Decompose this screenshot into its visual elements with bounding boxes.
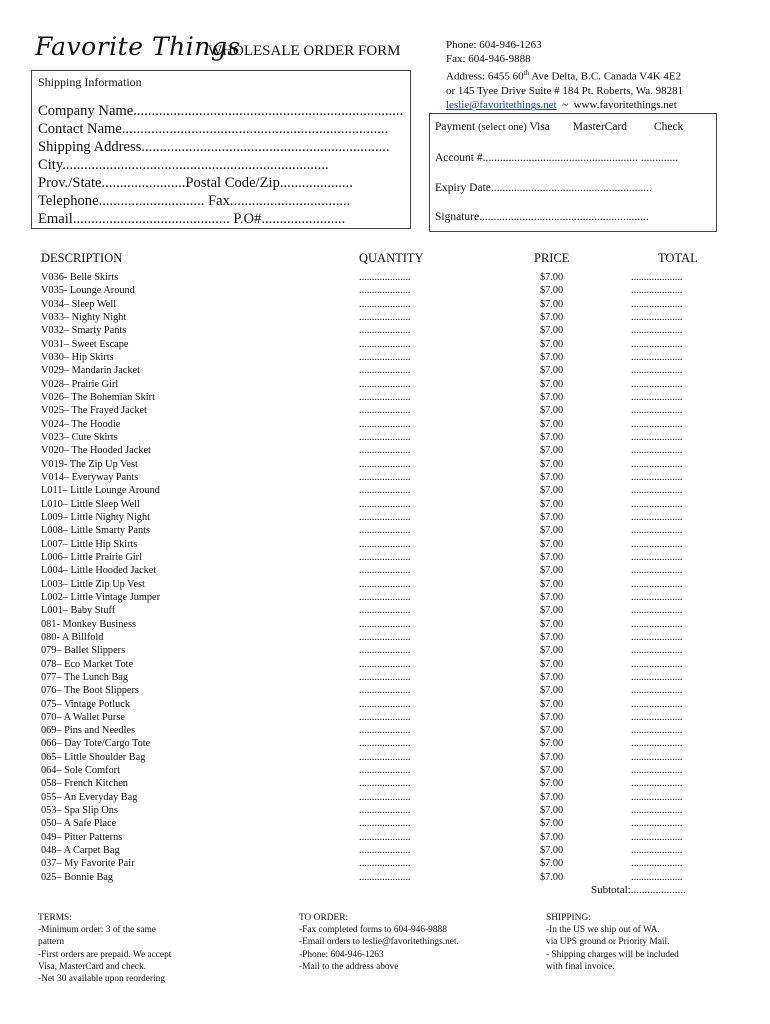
item-price: $7.00 bbox=[540, 551, 564, 563]
payment-select-hint: (select one) bbox=[478, 122, 527, 133]
item-price: $7.00 bbox=[540, 871, 564, 883]
total-field[interactable]: .................... bbox=[631, 738, 683, 750]
item-price: $7.00 bbox=[540, 631, 564, 643]
item-description: 078– Eco Market Tote bbox=[41, 658, 134, 670]
quantity-field[interactable]: .................... bbox=[359, 805, 411, 817]
item-description: 064– Sole Comfort bbox=[41, 765, 120, 777]
total-field[interactable]: .................... bbox=[631, 605, 683, 617]
col-header-total: TOTAL bbox=[658, 251, 698, 265]
quantity-field[interactable]: .................... bbox=[359, 738, 411, 750]
quantity-field[interactable]: .................... bbox=[359, 698, 411, 710]
total-field[interactable]: .................... bbox=[631, 685, 683, 697]
item-description: L004– Little Hooded Jacket bbox=[41, 565, 157, 577]
item-description: 065– Little Shoulder Bag bbox=[41, 751, 146, 763]
item-price: $7.00 bbox=[540, 778, 564, 790]
item-description: 053– Spa Slip Ons bbox=[41, 805, 118, 817]
total-field[interactable]: .................... bbox=[631, 458, 683, 470]
item-price: $7.00 bbox=[540, 405, 564, 417]
quantity-field[interactable]: .................... bbox=[359, 671, 411, 683]
item-price: $7.00 bbox=[540, 525, 564, 537]
subtotal-row bbox=[591, 884, 686, 896]
total-field[interactable]: .................... bbox=[631, 805, 683, 817]
to-order-section bbox=[299, 912, 459, 973]
shipping-terms-line: -In the US we ship out of WA. bbox=[546, 925, 660, 936]
col-header-description: DESCRIPTION bbox=[41, 251, 123, 265]
total-field[interactable]: .................... bbox=[631, 325, 683, 337]
total-field[interactable]: .................... bbox=[631, 631, 683, 643]
prov-state-postal-field[interactable]: Prov./State.......................Postal Code/Zip.................... bbox=[38, 175, 353, 191]
item-price: $7.00 bbox=[540, 671, 564, 683]
quantity-field[interactable]: .................... bbox=[359, 298, 411, 310]
item-price: $7.00 bbox=[540, 831, 564, 843]
item-price: $7.00 bbox=[540, 858, 564, 870]
item-price: $7.00 bbox=[540, 445, 564, 457]
total-field[interactable]: .................... bbox=[631, 818, 683, 830]
shipping-fields bbox=[38, 102, 403, 228]
quantity-field[interactable]: .................... bbox=[359, 311, 411, 323]
item-description: L010– Little Sleep Well bbox=[41, 498, 140, 510]
contact-block bbox=[446, 38, 683, 113]
item-price: $7.00 bbox=[540, 591, 564, 603]
brand-logo: Favorite Things bbox=[35, 32, 241, 61]
shipping-address-field[interactable]: Shipping Address.................................................................... bbox=[38, 139, 390, 155]
total-field[interactable]: .................... bbox=[631, 351, 683, 363]
quantity-field[interactable]: .................... bbox=[359, 445, 411, 457]
quantity-field[interactable]: .................... bbox=[359, 338, 411, 350]
total-field[interactable]: .................... bbox=[631, 311, 683, 323]
quantity-field[interactable]: .................... bbox=[359, 471, 411, 483]
total-field[interactable]: .................... bbox=[631, 751, 683, 763]
quantity-field[interactable]: .................... bbox=[359, 498, 411, 510]
total-field[interactable]: .................... bbox=[631, 591, 683, 603]
total-field[interactable]: .................... bbox=[631, 778, 683, 790]
website-text: www.favoritethings.net bbox=[573, 99, 677, 112]
quantity-field[interactable]: .................... bbox=[359, 778, 411, 790]
total-field[interactable]: .................... bbox=[631, 858, 683, 870]
total-field[interactable]: .................... bbox=[631, 391, 683, 403]
signature-field[interactable]: Signature........................................................... bbox=[435, 211, 649, 223]
item-description: 049– Pitter Patterns bbox=[41, 831, 123, 843]
telephone-fax-field[interactable]: Telephone............................. Fax................................. bbox=[38, 193, 351, 209]
quantity-field[interactable]: .................... bbox=[359, 325, 411, 337]
item-description: L003– Little Zip Up Vest bbox=[41, 578, 145, 590]
item-price: $7.00 bbox=[540, 565, 564, 577]
to-order-line: -Email orders to leslie@favoritethings.net. bbox=[299, 937, 459, 948]
item-description: L002– Little Vintage Jumper bbox=[41, 591, 161, 603]
company-name-field[interactable]: Company Name.......................................................................... bbox=[38, 103, 404, 119]
item-price: $7.00 bbox=[540, 298, 564, 310]
to-order-line: -Mail to the address above bbox=[299, 961, 399, 972]
terms-line: -Minimum order: 3 of the same bbox=[38, 925, 156, 936]
item-description: V030– Hip Skirts bbox=[41, 351, 114, 363]
item-description: L001– Baby Stuff bbox=[41, 605, 116, 617]
quantity-field[interactable]: .................... bbox=[359, 578, 411, 590]
item-price: $7.00 bbox=[540, 498, 564, 510]
quantity-field[interactable]: .................... bbox=[359, 818, 411, 830]
total-field[interactable]: .................... bbox=[631, 671, 683, 683]
total-field[interactable]: .................... bbox=[631, 618, 683, 630]
item-price: $7.00 bbox=[540, 818, 564, 830]
total-field[interactable]: .................... bbox=[631, 525, 683, 537]
item-price: $7.00 bbox=[540, 511, 564, 523]
item-description: 076– The Boot Slippers bbox=[41, 685, 139, 697]
quantity-field[interactable]: .................... bbox=[359, 431, 411, 443]
item-price: $7.00 bbox=[540, 338, 564, 350]
item-price: $7.00 bbox=[540, 351, 564, 363]
form-title: WHOLESALE ORDER FORM bbox=[208, 43, 401, 59]
item-description: 077– The Lunch Bag bbox=[41, 671, 129, 683]
item-description: 058– French Kitchen bbox=[41, 778, 128, 790]
terms-line: pattern bbox=[38, 937, 65, 948]
total-field[interactable]: .................... bbox=[631, 405, 683, 417]
quantity-field[interactable]: .................... bbox=[359, 551, 411, 563]
item-description: 080- A Billfold bbox=[41, 631, 104, 643]
total-field[interactable]: .................... bbox=[631, 272, 683, 283]
item-description: 050– A Safe Place bbox=[41, 818, 117, 830]
item-price: $7.00 bbox=[540, 285, 564, 297]
item-description: V035- Lounge Around bbox=[41, 285, 135, 297]
total-field[interactable]: .................... bbox=[631, 871, 683, 883]
quantity-field[interactable]: .................... bbox=[359, 725, 411, 737]
item-price: $7.00 bbox=[540, 685, 564, 697]
item-description: V014– Everyway Pants bbox=[41, 471, 139, 483]
shipping-terms-heading: SHIPPING: bbox=[546, 913, 591, 923]
contact-address-2: or 145 Tyee Drive Suite # 184 Pt. Roberts, Wa. 98281 bbox=[446, 85, 684, 98]
total-field[interactable]: .................... bbox=[631, 831, 683, 843]
item-price: $7.00 bbox=[540, 578, 564, 590]
quantity-field[interactable]: .................... bbox=[359, 658, 411, 670]
item-description: 048– A Carpet Bag bbox=[41, 845, 120, 857]
item-description: 037– My Favorite Pair bbox=[41, 858, 135, 870]
item-description: V019- The Zip Up Vest bbox=[41, 458, 138, 470]
expiry-date-field[interactable]: Expiry Date........................................................ bbox=[435, 182, 652, 194]
email-po-field[interactable]: Email........................................... P.O#....................... bbox=[38, 211, 346, 227]
item-price: $7.00 bbox=[540, 605, 564, 617]
item-description: L008– Little Smarty Pants bbox=[41, 525, 150, 537]
terms-line: -Net 30 available upon reordering bbox=[38, 974, 166, 985]
item-description: V029– Mandarin Jacket bbox=[41, 365, 140, 377]
total-field[interactable]: .................... bbox=[631, 298, 683, 310]
item-description: V032– Smarty Pants bbox=[41, 325, 127, 337]
total-field[interactable]: .................... bbox=[631, 485, 683, 497]
item-price: $7.00 bbox=[540, 365, 564, 377]
item-description: L009– Little Nighty Night bbox=[41, 511, 150, 523]
item-price: $7.00 bbox=[540, 805, 564, 817]
item-description: 055– An Everyday Bag bbox=[41, 791, 138, 803]
quantity-field[interactable]: .................... bbox=[359, 871, 411, 883]
payment-option-visa[interactable]: Visa bbox=[529, 121, 550, 133]
total-field[interactable]: .................... bbox=[631, 658, 683, 670]
to-order-heading: TO ORDER: bbox=[299, 913, 349, 923]
payment-option-check[interactable]: Check bbox=[653, 121, 684, 133]
item-description: V033– Nighty Night bbox=[41, 311, 127, 323]
city-field[interactable]: City......................................................................... bbox=[38, 157, 329, 173]
item-description: V020– The Hooded Jacket bbox=[41, 445, 151, 457]
item-price: $7.00 bbox=[540, 698, 564, 710]
quantity-field[interactable]: .................... bbox=[359, 272, 411, 283]
total-field[interactable]: .................... bbox=[631, 431, 683, 443]
total-field[interactable]: .................... bbox=[631, 285, 683, 297]
total-field[interactable]: .................... bbox=[631, 845, 683, 857]
item-price: $7.00 bbox=[540, 378, 564, 390]
quantity-field[interactable]: .................... bbox=[359, 525, 411, 537]
quantity-field[interactable]: .................... bbox=[359, 845, 411, 857]
account-number-field[interactable]: Account #...................................................... ............. bbox=[435, 152, 679, 164]
item-description: V023– Cute Skirts bbox=[41, 431, 118, 443]
address-prefix: Address: 6455 60 bbox=[446, 71, 524, 84]
item-price: $7.00 bbox=[540, 391, 564, 403]
subtotal-label: Subtotal: bbox=[591, 884, 631, 896]
terms-heading: TERMS: bbox=[38, 913, 72, 923]
quantity-field[interactable]: .................... bbox=[359, 511, 411, 523]
contact-name-field[interactable]: Contact Name......................................................................... bbox=[38, 121, 389, 137]
shipping-terms-line: with final invoice. bbox=[546, 961, 615, 972]
item-description: V024– The Hoodie bbox=[41, 418, 121, 430]
total-field[interactable]: .................... bbox=[631, 365, 683, 377]
total-field[interactable]: .................... bbox=[631, 645, 683, 657]
shipping-info-box bbox=[31, 70, 411, 229]
quantity-field[interactable]: .................... bbox=[359, 751, 411, 763]
shipping-terms-line: - Shipping charges will be included bbox=[546, 949, 679, 960]
item-price: $7.00 bbox=[540, 471, 564, 483]
quantity-field[interactable]: .................... bbox=[359, 391, 411, 403]
item-description: V026– The Bohemian Skirt bbox=[41, 391, 155, 403]
item-price: $7.00 bbox=[540, 738, 564, 750]
item-price: $7.00 bbox=[540, 431, 564, 443]
shipping-terms-section bbox=[546, 912, 679, 973]
item-description: 070– A Wallet Purse bbox=[41, 711, 125, 723]
quantity-field[interactable]: .................... bbox=[359, 605, 411, 617]
item-price: $7.00 bbox=[540, 272, 564, 283]
item-description: L006– Little Prairie Girl bbox=[41, 551, 142, 563]
item-price: $7.00 bbox=[540, 485, 564, 497]
address-superscript: th bbox=[523, 69, 530, 78]
total-field[interactable]: .................... bbox=[631, 711, 683, 723]
total-field[interactable]: .................... bbox=[631, 698, 683, 710]
item-description: 081- Monkey Business bbox=[41, 618, 136, 630]
item-price: $7.00 bbox=[540, 751, 564, 763]
quantity-field[interactable]: .................... bbox=[359, 618, 411, 630]
item-price: $7.00 bbox=[540, 538, 564, 550]
email-link[interactable]: leslie@favoritethings.net bbox=[446, 99, 557, 112]
total-field[interactable]: .................... bbox=[631, 378, 683, 390]
item-price: $7.00 bbox=[540, 618, 564, 630]
quantity-field[interactable]: .................... bbox=[359, 765, 411, 777]
total-field[interactable]: .................... bbox=[631, 471, 683, 483]
payment-options-row bbox=[435, 121, 683, 133]
item-price: $7.00 bbox=[540, 765, 564, 777]
quantity-field[interactable]: .................... bbox=[359, 685, 411, 697]
item-description: 079– Ballet Slippers bbox=[41, 645, 126, 657]
contact-web-line bbox=[446, 98, 683, 112]
quantity-field[interactable]: .................... bbox=[359, 458, 411, 470]
terms-line: Visa, MasterCard and check. bbox=[38, 961, 146, 972]
total-field[interactable]: .................... bbox=[631, 418, 683, 430]
item-description: V028– Prairie Girl bbox=[41, 378, 119, 390]
total-field[interactable]: .................... bbox=[631, 565, 683, 577]
col-header-quantity: QUANTITY bbox=[359, 251, 424, 265]
total-field[interactable]: .................... bbox=[631, 765, 683, 777]
item-description: V036- Belle Skirts bbox=[41, 272, 119, 283]
total-field[interactable]: .................... bbox=[631, 338, 683, 350]
item-price: $7.00 bbox=[540, 658, 564, 670]
terms-section bbox=[38, 912, 171, 985]
item-description: 069– Pins and Needles bbox=[41, 725, 136, 737]
quantity-field[interactable]: .................... bbox=[359, 365, 411, 377]
item-price: $7.00 bbox=[540, 418, 564, 430]
item-price: $7.00 bbox=[540, 791, 564, 803]
quantity-field[interactable]: .................... bbox=[359, 831, 411, 843]
item-description: 025– Bonnie Bag bbox=[41, 871, 114, 883]
item-description: V025– The Frayed Jacket bbox=[41, 405, 147, 417]
quantity-field[interactable]: .................... bbox=[359, 378, 411, 390]
quantity-field[interactable]: .................... bbox=[359, 285, 411, 297]
contact-fax: Fax: 604-946-9888 bbox=[446, 53, 531, 66]
item-price: $7.00 bbox=[540, 725, 564, 737]
payment-box bbox=[429, 113, 717, 232]
total-field[interactable]: .................... bbox=[631, 725, 683, 737]
quantity-field[interactable]: .................... bbox=[359, 485, 411, 497]
to-order-line: -Fax completed forms to 604-946-9888 bbox=[299, 925, 447, 936]
shipping-terms-line: via UPS ground or Priority Mail. bbox=[546, 937, 670, 948]
quantity-field[interactable]: .................... bbox=[359, 711, 411, 723]
quantity-field[interactable]: .................... bbox=[359, 538, 411, 550]
total-field[interactable]: .................... bbox=[631, 538, 683, 550]
item-description: V034– Sleep Well bbox=[41, 298, 117, 310]
item-price: $7.00 bbox=[540, 458, 564, 470]
to-order-line: -Phone: 604-946-1263 bbox=[299, 949, 384, 960]
item-description: 066– Day Tote/Cargo Tote bbox=[41, 738, 151, 750]
item-description: V031– Sweet Escape bbox=[41, 338, 129, 350]
item-price: $7.00 bbox=[540, 645, 564, 657]
shipping-info-title: Shipping Information bbox=[38, 75, 142, 89]
quantity-field[interactable]: .................... bbox=[359, 591, 411, 603]
item-description: L007– Little Hip Skirts bbox=[41, 538, 138, 550]
terms-line: -First orders are prepaid. We accept bbox=[38, 949, 172, 960]
total-field[interactable]: .................... bbox=[631, 551, 683, 563]
total-field[interactable]: .................... bbox=[631, 511, 683, 523]
address-rest: Ave Delta, B.C. Canada V4K 4E2 bbox=[529, 71, 682, 84]
total-field[interactable]: .................... bbox=[631, 445, 683, 457]
subtotal-field[interactable]: .................... bbox=[630, 884, 686, 896]
payment-option-mastercard[interactable]: MasterCard bbox=[572, 121, 628, 133]
total-field[interactable]: .................... bbox=[631, 791, 683, 803]
contact-phone: Phone: 604-946-1263 bbox=[446, 39, 542, 51]
contact-address bbox=[446, 66, 683, 84]
item-price: $7.00 bbox=[540, 711, 564, 723]
quantity-field[interactable]: .................... bbox=[359, 405, 411, 417]
quantity-field[interactable]: .................... bbox=[359, 565, 411, 577]
quantity-field[interactable]: .................... bbox=[359, 791, 411, 803]
total-field[interactable]: .................... bbox=[631, 498, 683, 510]
total-field[interactable]: .................... bbox=[631, 578, 683, 590]
quantity-field[interactable]: .................... bbox=[359, 351, 411, 363]
quantity-field[interactable]: .................... bbox=[359, 418, 411, 430]
item-price: $7.00 bbox=[540, 845, 564, 857]
quantity-field[interactable]: .................... bbox=[359, 645, 411, 657]
col-header-price: PRICE bbox=[534, 251, 570, 265]
item-price: $7.00 bbox=[540, 325, 564, 337]
item-description: L011– Little Lounge Around bbox=[41, 485, 160, 497]
quantity-field[interactable]: .................... bbox=[359, 858, 411, 870]
item-price: $7.00 bbox=[540, 311, 564, 323]
quantity-field[interactable]: .................... bbox=[359, 631, 411, 643]
payment-label: Payment bbox=[435, 121, 476, 133]
separator: ~ bbox=[562, 99, 569, 112]
item-description: 075– Vintage Potluck bbox=[41, 698, 130, 710]
